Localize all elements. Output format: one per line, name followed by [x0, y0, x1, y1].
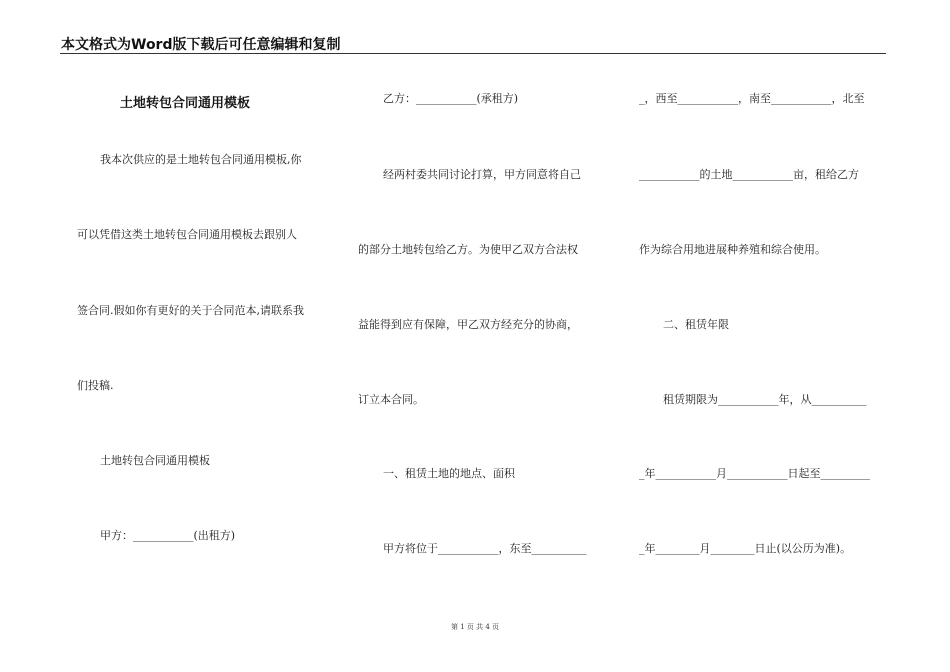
paragraph-line: 可以凭借这类土地转包合同通用模板去跟别人	[77, 228, 297, 241]
paragraph-line: 们投稿.	[77, 379, 114, 392]
paragraph-line: _年________月________日止(以公历为准)。	[639, 542, 852, 555]
paragraph-line: 作为综合用地进展种养殖和综合使用。	[639, 243, 826, 256]
paragraph-line: 我本次供应的是土地转包合同通用模板,你	[100, 153, 302, 166]
paragraph-line: 甲方将位于___________，东至__________	[383, 542, 587, 555]
section-subtitle: 土地转包合同通用模板	[100, 454, 210, 467]
document-title: 土地转包合同通用模板	[120, 96, 251, 111]
paragraph-line: 签合同.假如你有更好的关于合同范本,请联系我	[77, 304, 304, 317]
section-heading-term: 二、租赁年限	[663, 318, 729, 331]
paragraph-line: 的部分土地转包给乙方。为使甲乙双方合法权	[358, 243, 578, 256]
paragraph-line: _，西至___________，南至___________，北至	[639, 92, 865, 105]
document-header: 本文格式为Word版下载后可任意编辑和复制	[61, 37, 341, 53]
paragraph-line: _年___________月___________日起至_________	[639, 467, 870, 480]
paragraph-line: 订立本合同。	[358, 393, 424, 406]
paragraph-line: 经两村委共同讨论打算，甲方同意将自己	[383, 168, 581, 181]
paragraph-line: ___________的土地___________亩，租给乙方	[639, 168, 859, 181]
paragraph-line: 租赁期限为___________年，从__________	[663, 393, 867, 406]
page-number: 第 1 页 共 4 页	[450, 623, 500, 631]
party-a-line: 甲方：___________(出租方)	[100, 529, 236, 542]
section-heading-location: 一、租赁土地的地点、面积	[383, 467, 515, 480]
party-b-line: 乙方：___________(承租方)	[383, 92, 519, 105]
header-divider	[60, 53, 886, 54]
paragraph-line: 益能得到应有保障，甲乙双方经充分的协商，	[358, 318, 578, 331]
